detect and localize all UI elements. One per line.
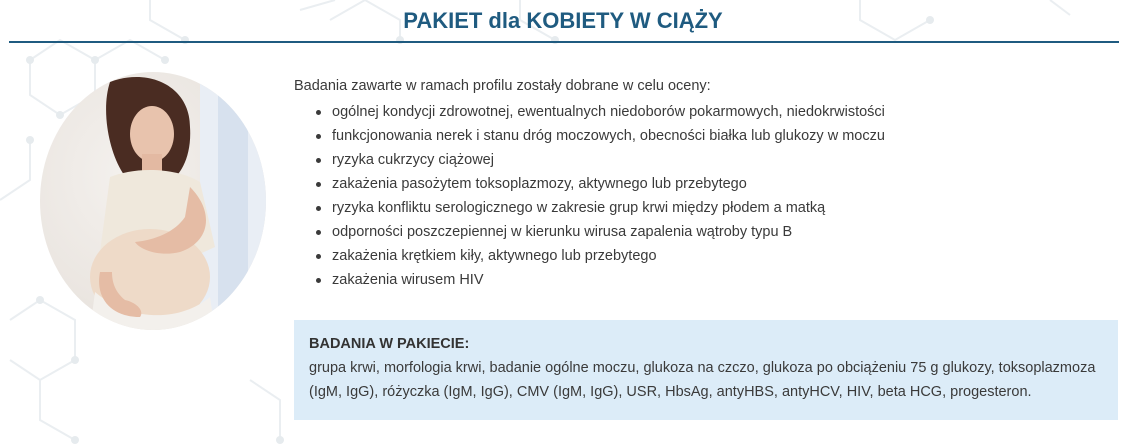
panel-text: grupa krwi, morfologia krwi, badanie ogólne moczu, glukoza na czczo, glukoza po obciążeniu 75 g glukozy, toksoplazmoza (IgM, IgG), różyczka (IgM, IgG), CMV (IgM, IgG), USR, HbsAg, antyHBS, antyHCV, HIV, beta HCG, progesteron. xyxy=(309,360,1096,400)
description-section xyxy=(294,76,1094,292)
title-divider xyxy=(9,41,1119,43)
list-item: ryzyka cukrzycy ciążowej xyxy=(294,148,1094,172)
list-item: ogólnej kondycji zdrowotnej, ewentualnych niedoborów pokarmowych, niedokrwistości xyxy=(294,100,1094,124)
package-tests-panel xyxy=(294,320,1118,420)
intro-text: Badania zawarte w ramach profilu zostały dobrane w celu oceny: xyxy=(294,78,711,94)
panel-title: BADANIA W PAKIECIE: xyxy=(309,336,470,352)
list-item: zakażenia wirusem HIV xyxy=(294,268,1094,292)
list-item: zakażenia krętkiem kiły, aktywnego lub przebytego xyxy=(294,244,1094,268)
pregnant-woman-illustration xyxy=(40,72,266,330)
list-item: zakażenia pasożytem toksoplazmozy, aktywnego lub przebytego xyxy=(294,172,1094,196)
list-item: ryzyka konfliktu serologicznego w zakresie grup krwi między płodem a matką xyxy=(294,196,1094,220)
pregnant-woman-photo xyxy=(40,72,266,330)
assessment-list xyxy=(294,100,1094,292)
list-item: funkcjonowania nerek i stanu dróg moczowych, obecności białka lub glukozy w moczu xyxy=(294,124,1094,148)
list-item: odporności poszczepiennej w kierunku wirusa zapalenia wątroby typu B xyxy=(294,220,1094,244)
page-title: PAKIET dla KOBIETY W CIĄŻY xyxy=(403,8,723,33)
